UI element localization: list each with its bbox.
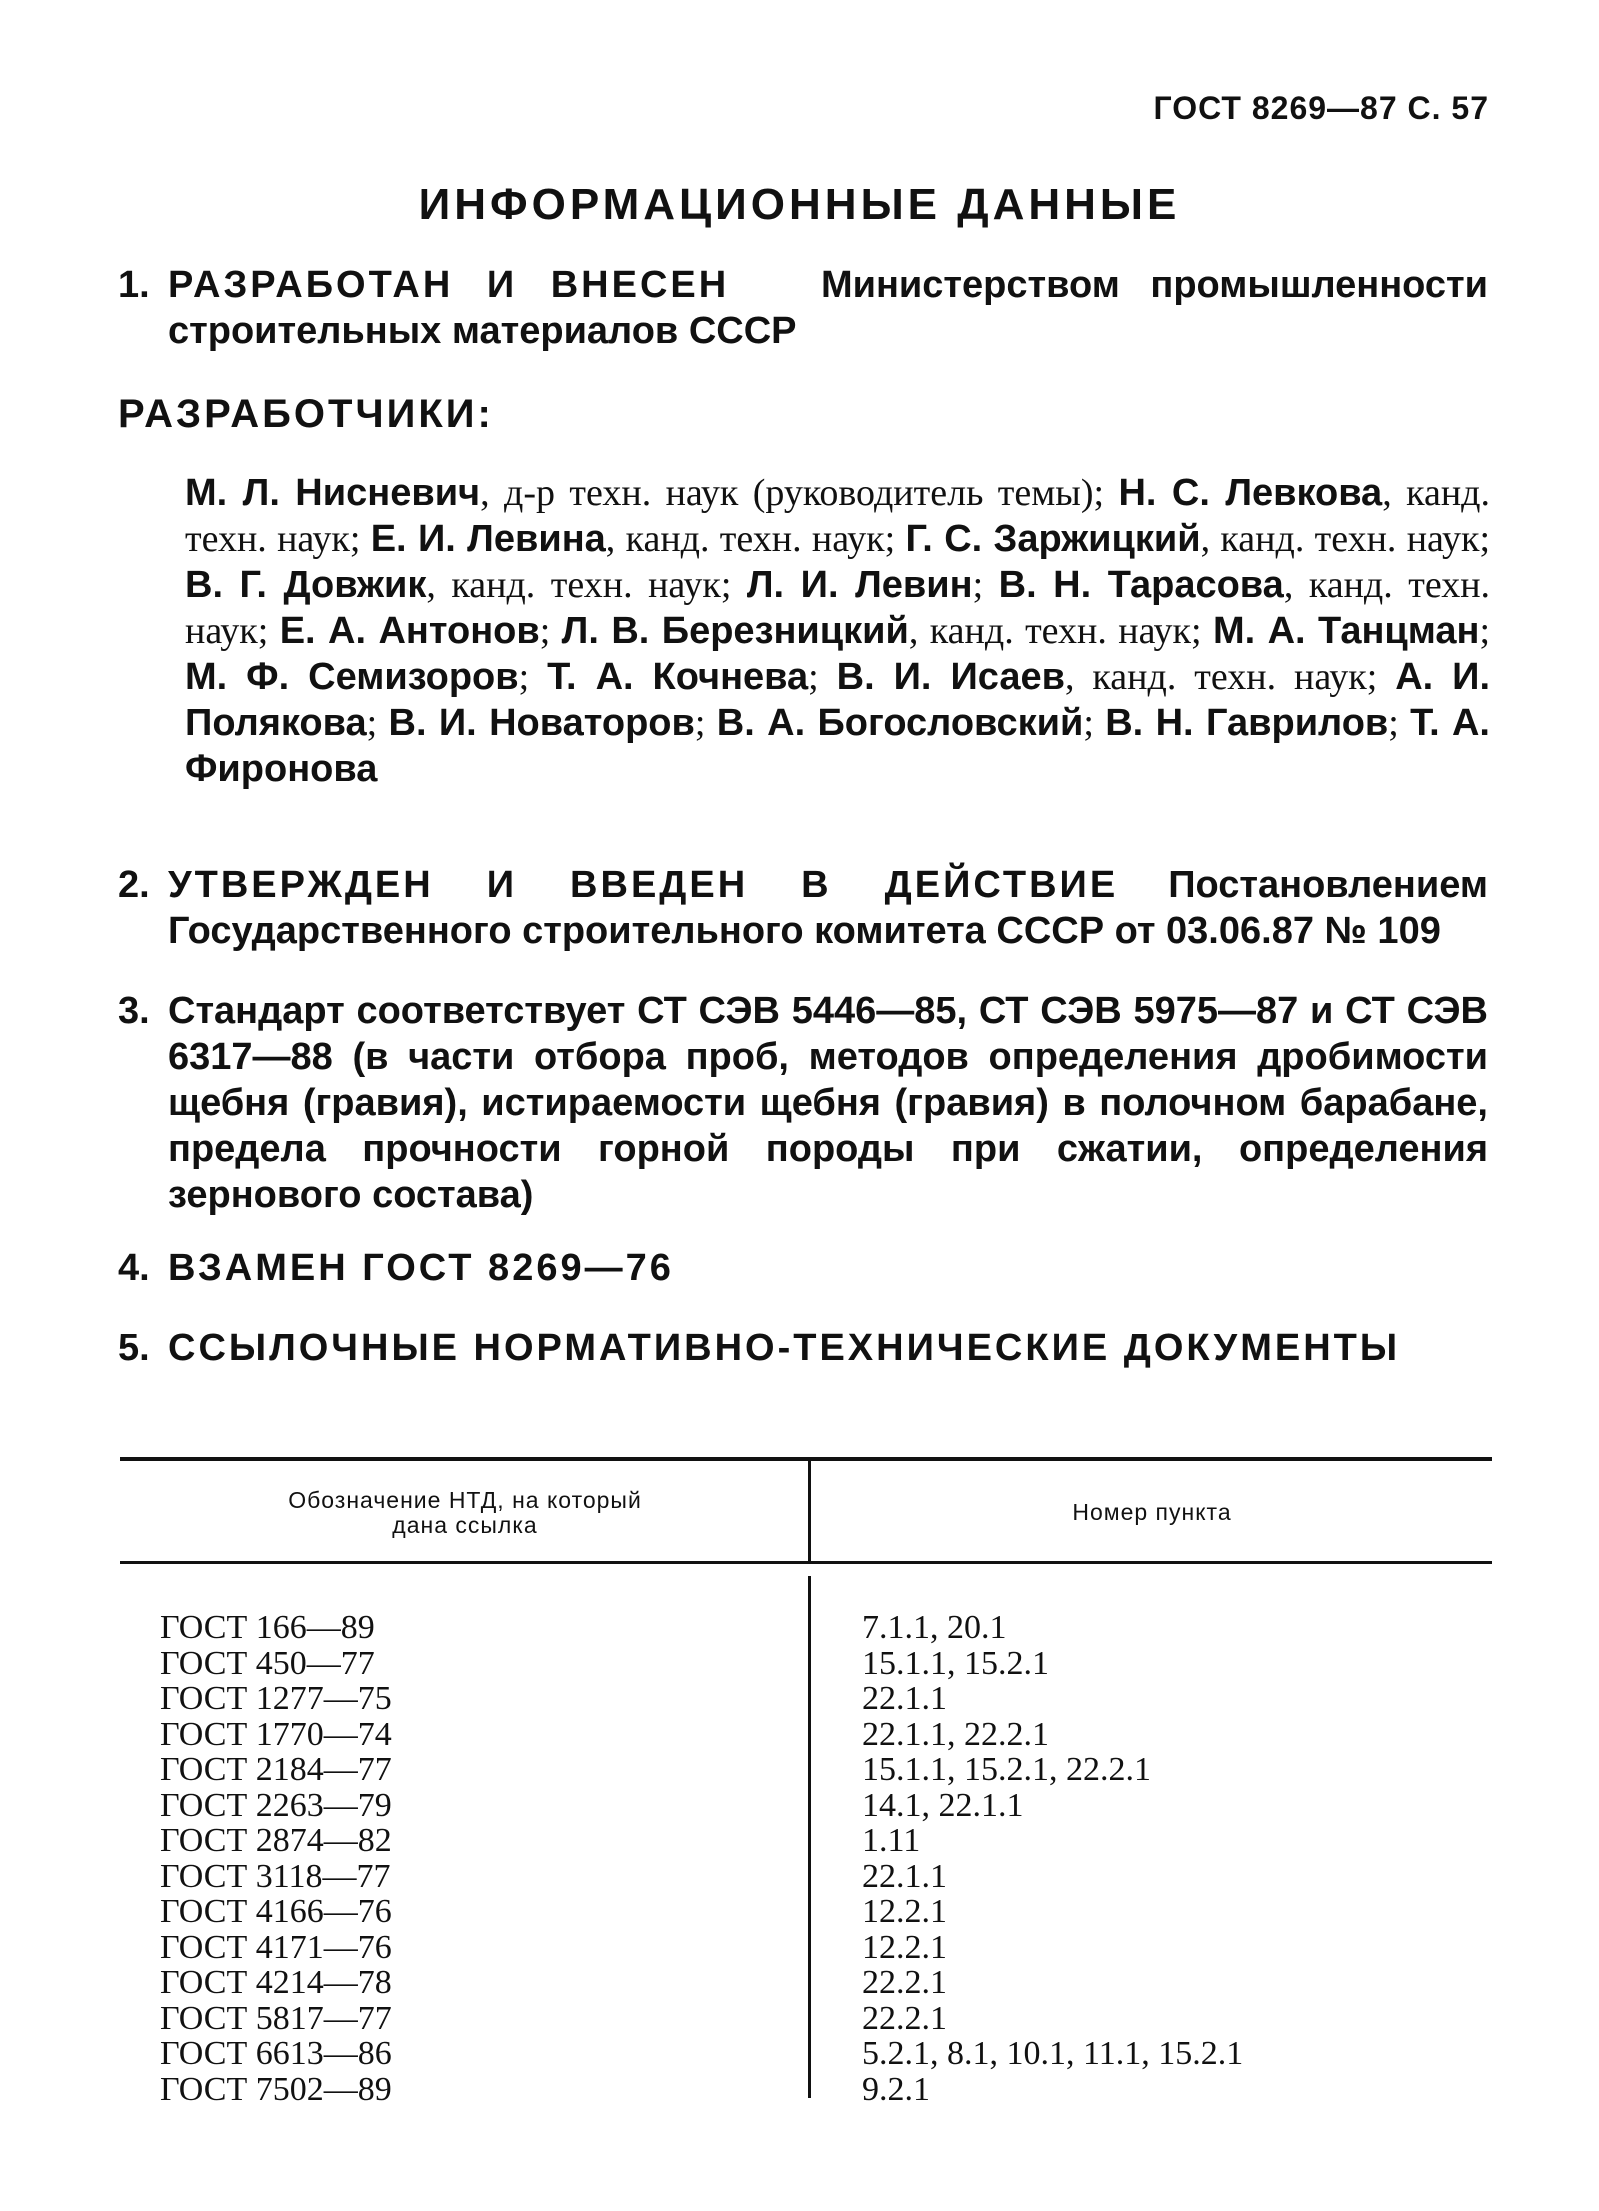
table-cell-items: 22.1.1, 22.2.1	[862, 1715, 1049, 1753]
section-5-number: 5.	[118, 1327, 150, 1369]
developer-degree: канд. техн. наук	[1092, 656, 1367, 698]
developer-name: Е. И. Левина	[370, 518, 606, 560]
table-top-rule	[120, 1457, 1492, 1461]
table-header-divider	[808, 1461, 811, 1561]
table-cell-doc: ГОСТ 2874—82	[160, 1822, 392, 1859]
developer-degree: канд. техн. наук	[929, 610, 1191, 652]
developer-degree: канд. техн. наук	[185, 564, 1491, 652]
section-4	[118, 1245, 1488, 1291]
table-cell-items: 12.2.1	[862, 1928, 947, 1966]
table-cell-doc: ГОСТ 4166—76	[160, 1893, 392, 1930]
developer-name: В. И. Новаторов	[388, 702, 695, 744]
section-3-text: Стандарт соответствует СТ СЭВ 5446—85, СТ СЭВ 5975—87 и СТ СЭВ 6317—88 (в части отбора проб, методов определения дробимости щебня (гравия), истираемости щебня (гравия) в полочном барабане, предела прочности горной породы при сжатии, определения зернового состава)	[168, 990, 1488, 1216]
table-cell-items: 22.1.1	[862, 1857, 947, 1895]
table-header-col1-line1: Обозначение НТД, на который	[288, 1487, 642, 1513]
developer-name: М. Л. Нисневич	[185, 472, 481, 514]
table-cell-items: 5.2.1, 8.1, 10.1, 11.1, 15.2.1	[862, 2035, 1244, 2072]
developer-name: В. А. Богословский	[716, 702, 1084, 744]
developer-degree: канд. техн. наук	[625, 518, 885, 560]
table-cell-doc: ГОСТ 2184—77	[160, 1751, 392, 1788]
table-header-col1	[125, 1488, 805, 1538]
table-cell-doc: ГОСТ 1277—75	[160, 1680, 392, 1717]
developer-name: Г. С. Заржицкий	[905, 518, 1201, 560]
developer-name: В. Н. Гаврилов	[1105, 702, 1389, 744]
developer-name: М. А. Танцман	[1212, 610, 1480, 652]
table-cell-doc: ГОСТ 1770—74	[160, 1715, 392, 1753]
section-3-number: 3.	[118, 990, 150, 1032]
developer-name: В. Н. Тарасова	[998, 564, 1284, 606]
table-cell-items: 7.1.1, 20.1	[862, 1609, 1007, 1646]
developers-heading: РАЗРАБОТЧИКИ:	[118, 392, 494, 436]
developer-name: Л. В. Березницкий	[561, 610, 909, 652]
table-doc-column	[160, 1610, 392, 2107]
table-cell-items: 15.1.1, 15.2.1, 22.2.1	[862, 1751, 1151, 1788]
table-items-column	[862, 1610, 1243, 2107]
table-cell-doc: ГОСТ 5817—77	[160, 1999, 392, 2037]
table-cell-items: 22.2.1	[862, 1964, 947, 2001]
table-header-rule	[120, 1561, 1492, 1564]
section-2-text: Постановлением Государственного строительного комитета СССР от 03.06.87 № 109	[168, 864, 1488, 952]
table-cell-items: 9.2.1	[862, 2070, 930, 2108]
developer-name: М. Ф. Семизоров	[185, 656, 519, 698]
section-5	[118, 1325, 1488, 1371]
table-cell-doc: ГОСТ 3118—77	[160, 1857, 391, 1895]
table-cell-items: 14.1, 22.1.1	[862, 1786, 1024, 1824]
developer-degree: канд. техн. наук	[1220, 518, 1480, 560]
developers-list: М. Л. Нисневич, д-р техн. наук (руководитель темы); Н. С. Левкова, канд. техн. наук; Е. И. Левина, канд. техн. наук; Г. С. Заржицкий, канд. техн. наук; В. Г. Довжик, канд. техн. наук; Л. И. Левин; В. Н. Тарасова, канд. техн. наук; Е. А. Антонов; Л. В. Березницкий, канд. техн. наук; М. А. Танцман; М. Ф. Семизоров; Т. А. Кочнева; В. И. Исаев, канд. техн. наук; А. И. Полякова; В. И. Новаторов; В. А. Богословский; В. Н. Гаврилов; Т. А. Фиронова	[185, 472, 1491, 790]
developer-degree: д-р техн. наук (руководитель темы)	[504, 472, 1094, 514]
table-cell-doc: ГОСТ 2263—79	[160, 1786, 392, 1824]
table-body-divider	[808, 1576, 811, 2098]
table-cell-doc: ГОСТ 4214—78	[160, 1964, 392, 2001]
table-cell-items: 22.2.1	[862, 1999, 947, 2037]
section-2-number: 2.	[118, 864, 150, 906]
table-header-col1-line2: дана ссылка	[392, 1512, 538, 1538]
section-2-caps: УТВЕРЖДЕН И ВВЕДЕН В ДЕЙСТВИЕ	[168, 864, 1119, 906]
developer-name: Т. А. Кочнева	[547, 656, 809, 698]
developer-name: Л. И. Левин	[746, 564, 973, 606]
page-reference: ГОСТ 8269—87 С. 57	[1153, 90, 1489, 126]
section-1-number: 1.	[118, 264, 150, 306]
section-4-caps: ВЗАМЕН ГОСТ 8269—76	[168, 1247, 674, 1289]
section-1-text: Министерством промышленности строительных материалов СССР	[168, 264, 1488, 352]
table-cell-items: 22.1.1	[862, 1680, 947, 1717]
table-cell-doc: ГОСТ 7502—89	[160, 2070, 392, 2108]
table-cell-doc: ГОСТ 6613—86	[160, 2035, 392, 2072]
section-1-caps: РАЗРАБОТАН И ВНЕСЕН	[168, 264, 730, 306]
section-5-caps: ССЫЛОЧНЫЕ НОРМАТИВНО-ТЕХНИЧЕСКИЕ ДОКУМЕНТЫ	[168, 1327, 1401, 1369]
table-cell-items: 12.2.1	[862, 1893, 947, 1930]
developer-name: А. И. Полякова	[185, 656, 1491, 744]
developer-degree: канд. техн. наук	[451, 564, 721, 606]
developer-degree: канд. техн. наук	[185, 472, 1491, 560]
table-cell-items: 15.1.1, 15.2.1	[862, 1644, 1049, 1682]
table-cell-items: 1.11	[862, 1822, 921, 1859]
table-cell-doc: ГОСТ 166—89	[160, 1609, 375, 1646]
developer-name: В. И. Исаев	[836, 656, 1065, 698]
page-title: ИНФОРМАЦИОННЫЕ ДАННЫЕ	[418, 180, 1181, 229]
section-2	[118, 862, 1488, 954]
developer-name: Е. А. Антонов	[279, 610, 540, 652]
table-header-col2: Номер пункта	[1072, 1499, 1232, 1525]
developer-name: В. Г. Довжик	[185, 564, 427, 606]
section-4-number: 4.	[118, 1247, 150, 1289]
developer-name: Н. С. Левкова	[1118, 472, 1383, 514]
table-cell-doc: ГОСТ 450—77	[160, 1644, 375, 1682]
table-cell-doc: ГОСТ 4171—76	[160, 1928, 392, 1966]
developer-name: Т. А. Фиронова	[185, 702, 1490, 790]
section-1	[118, 262, 1488, 354]
section-3	[118, 988, 1488, 1218]
